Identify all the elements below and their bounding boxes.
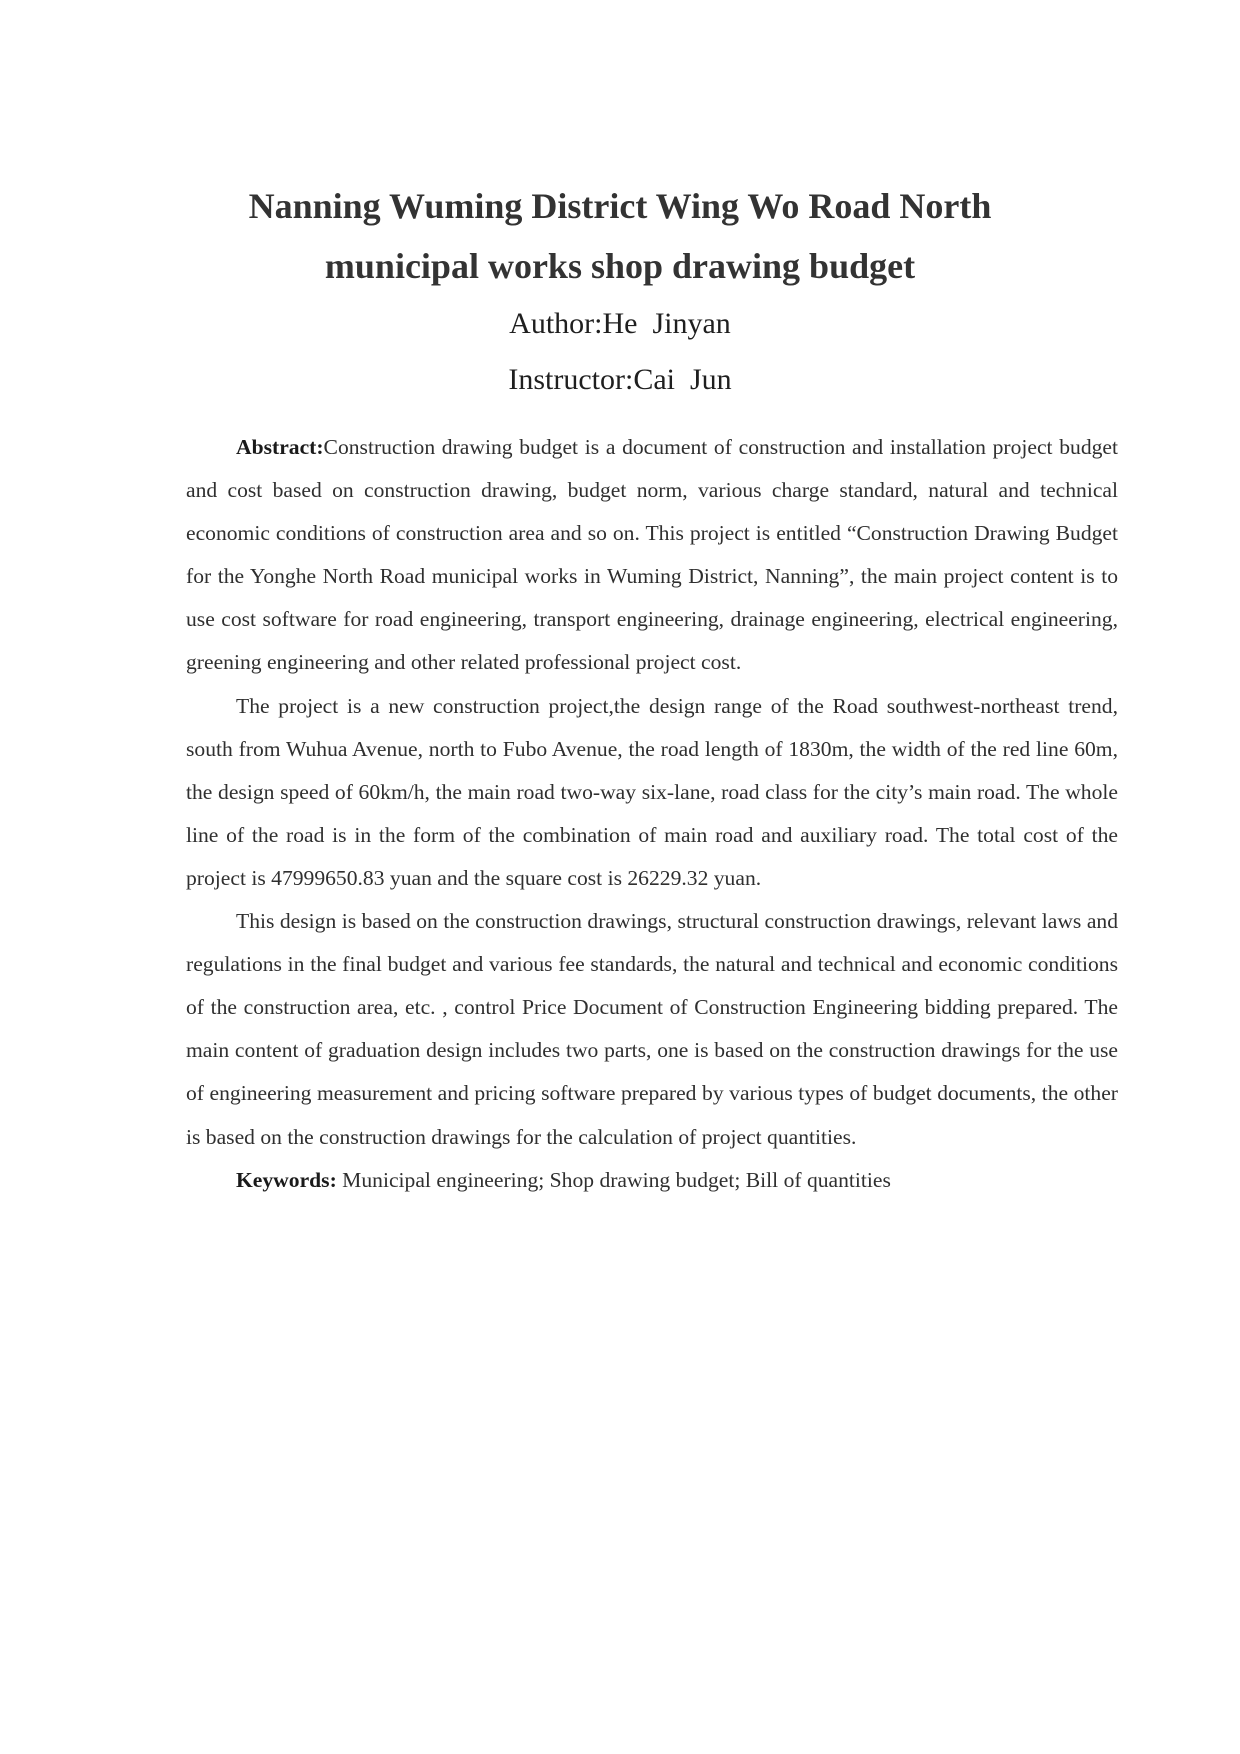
keywords-label: Keywords:: [236, 1167, 337, 1192]
instructor-line: [0, 352, 1240, 408]
author-line: [0, 296, 1240, 352]
author-name: He Jinyan: [602, 307, 731, 340]
abstract-paragraph-1: [186, 426, 1118, 685]
abstract-section: [186, 426, 1118, 1202]
keywords-line: [186, 1159, 1118, 1202]
abstract-paragraph-1-text: Construction drawing budget is a document of construction and installation project budget and cost based on construction drawing, budget norm, various charge standard, natural and technical economic conditions of construction area and so on. This project is entitled “Construction Drawing Budget for the Yonghe North Road municipal works in Wuming District, Nanning”, the main project content is to use cost software for road engineering, transport engineering, drainage engineering, electrical engineering, greening engineering and other related professional project cost.: [186, 435, 1118, 675]
instructor-name: Cai Jun: [633, 363, 732, 396]
title-block: [0, 176, 1240, 408]
abstract-paragraph-2: The project is a new construction project,the design range of the Road southwest-northeast trend, south from Wuhua Avenue, north to Fubo Avenue, the road length of 1830m, the width of the red line 60m, the design speed of 60km/h, the main road two-way six-lane, road class for the city’s main road. The whole line of the road is in the form of the combination of main road and auxiliary road. The total cost of the project is 47999650.83 yuan and the square cost is 26229.32 yuan.: [186, 693, 1118, 890]
paper-title-line-1: Nanning Wuming District Wing Wo Road North: [248, 186, 992, 226]
abstract-paragraph-3: This design is based on the construction drawings, structural construction drawings, relevant laws and regulations in the final budget and various fee standards, the natural and technical and economic conditions of the construction area, etc. , control Price Document of Construction Engineering bidding prepared. The main content of graduation design includes two parts, one is based on the construction drawings for the use of engineering measurement and pricing software prepared by various types of budget documents, the other is based on the construction drawings for the calculation of project quantities.: [186, 909, 1118, 1149]
abstract-label: Abstract:: [236, 435, 324, 459]
author-label: Author:: [509, 307, 603, 340]
instructor-label: Instructor:: [508, 363, 634, 396]
keywords-text: Municipal engineering; Shop drawing budget; Bill of quantities: [336, 1167, 891, 1192]
paper-title-line-2: municipal works shop drawing budget: [324, 246, 916, 286]
